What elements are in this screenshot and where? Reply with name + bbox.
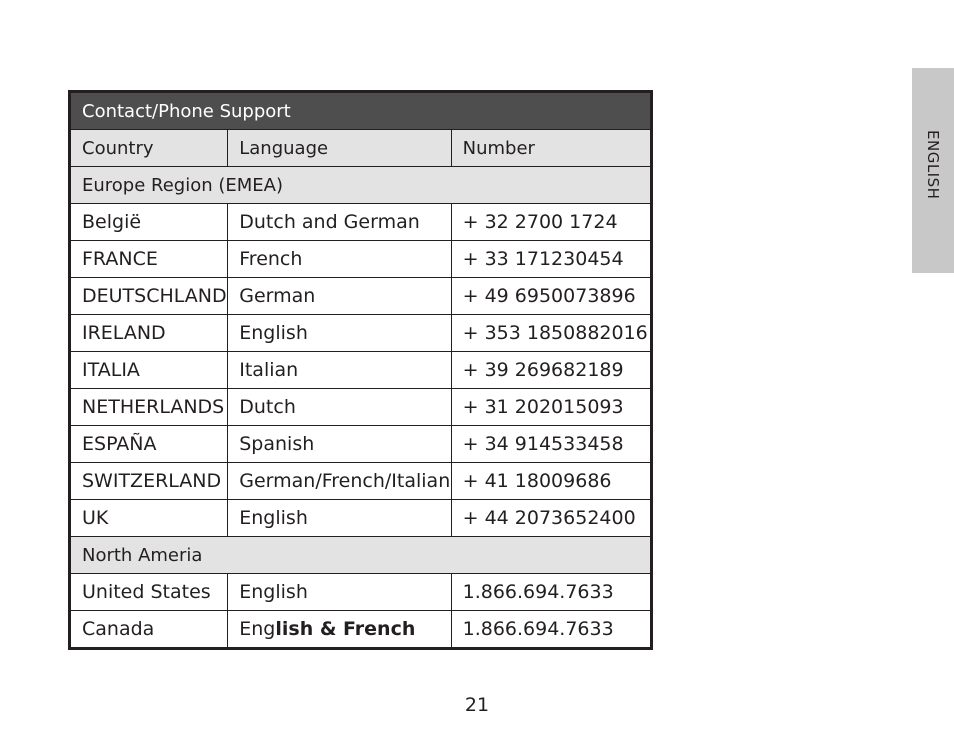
region-row-north-america — [70, 537, 652, 574]
page-number: 21 — [464, 694, 490, 716]
region-label: Europe Region (EMEA) — [70, 167, 652, 204]
table-row — [70, 500, 652, 537]
number-cell: + 44 2073652400 — [451, 500, 651, 537]
header-language: Language — [228, 130, 451, 167]
number-cell: + 32 2700 1724 — [451, 204, 651, 241]
table-row — [70, 463, 652, 500]
number-cell: + 34 914533458 — [451, 426, 651, 463]
language-plain-part: Eng — [239, 618, 276, 640]
country-cell: NETHERLANDS — [70, 389, 228, 426]
number-cell: + 353 1850882016 — [451, 315, 651, 352]
language-cell: Dutch — [228, 389, 451, 426]
country-cell: België — [70, 204, 228, 241]
number-cell: + 31 202015093 — [451, 389, 651, 426]
table-header-row — [70, 130, 652, 167]
table-row — [70, 278, 652, 315]
side-tab-label: ENGLISH — [924, 130, 942, 200]
language-cell: French — [228, 241, 451, 278]
country-cell: IRELAND — [70, 315, 228, 352]
table-row — [70, 574, 652, 611]
country-cell: Canada — [70, 611, 228, 649]
country-cell: UK — [70, 500, 228, 537]
country-cell: SWITZERLAND — [70, 463, 228, 500]
country-cell: ESPAÑA — [70, 426, 228, 463]
number-cell: + 33 171230454 — [451, 241, 651, 278]
language-cell: English — [228, 574, 451, 611]
language-cell: English — [228, 315, 451, 352]
table-row — [70, 611, 652, 649]
language-side-tab — [912, 68, 954, 273]
number-cell: + 39 269682189 — [451, 352, 651, 389]
language-cell: Italian — [228, 352, 451, 389]
header-number: Number — [451, 130, 651, 167]
country-cell: United States — [70, 574, 228, 611]
country-cell: ITALIA — [70, 352, 228, 389]
table-row — [70, 426, 652, 463]
language-bold-part: lish & French — [275, 618, 416, 640]
number-cell: 1.866.694.7633 — [451, 611, 651, 649]
country-cell: DEUTSCHLAND — [70, 278, 228, 315]
language-cell: English — [228, 500, 451, 537]
table-row — [70, 204, 652, 241]
region-row-emea — [70, 167, 652, 204]
table-row — [70, 315, 652, 352]
table-title: Contact/Phone Support — [70, 92, 652, 130]
language-cell — [228, 611, 451, 649]
contact-support-table — [68, 90, 653, 650]
table-row — [70, 389, 652, 426]
region-label: North Ameria — [70, 537, 652, 574]
number-cell: + 49 6950073896 — [451, 278, 651, 315]
number-cell: + 41 18009686 — [451, 463, 651, 500]
language-cell: German — [228, 278, 451, 315]
language-cell: Spanish — [228, 426, 451, 463]
language-cell: German/French/Italian — [228, 463, 451, 500]
number-cell: 1.866.694.7633 — [451, 574, 651, 611]
table-row — [70, 352, 652, 389]
table-row — [70, 241, 652, 278]
language-cell: Dutch and German — [228, 204, 451, 241]
country-cell: FRANCE — [70, 241, 228, 278]
header-country: Country — [70, 130, 228, 167]
table-title-row — [70, 92, 652, 130]
